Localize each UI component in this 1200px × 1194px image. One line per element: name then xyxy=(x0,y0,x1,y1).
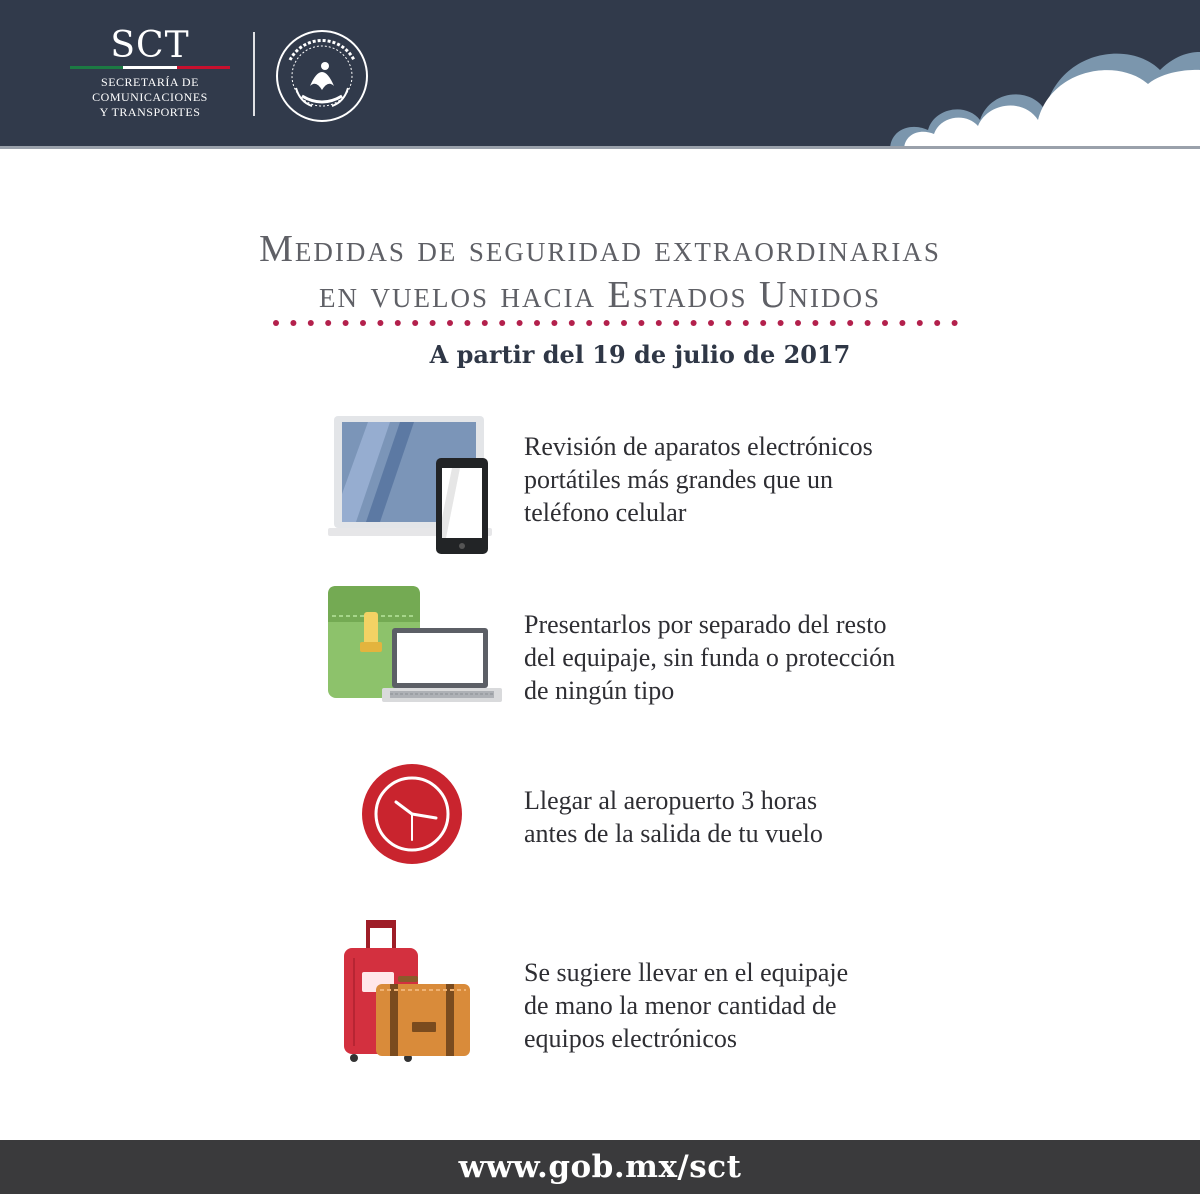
divider-dot xyxy=(395,320,401,326)
clock-icon xyxy=(320,762,500,868)
national-seal-icon xyxy=(272,28,372,124)
item-text xyxy=(524,608,994,707)
item-text-line-3: teléfono celular xyxy=(524,498,687,527)
item-text-line-1: Llegar al aeropuerto 3 horas xyxy=(524,786,818,815)
list-item xyxy=(320,584,1000,724)
divider-dot xyxy=(569,320,575,326)
title-line-1: Medidas de seguridad extraordinarias xyxy=(259,228,941,270)
bag-laptop-icon xyxy=(320,584,510,718)
divider-dot xyxy=(830,320,836,326)
divider-dot xyxy=(273,320,279,326)
clouds-decoration xyxy=(880,30,1200,146)
divider-dot xyxy=(482,320,488,326)
website-link[interactable]: www.gob.mx/sct xyxy=(458,1149,742,1185)
logo-divider xyxy=(253,32,255,116)
divider-dot xyxy=(934,320,940,326)
divider-dot xyxy=(778,320,784,326)
divider-dot xyxy=(708,320,714,326)
divider-dot xyxy=(743,320,749,326)
flag-color-bar xyxy=(70,66,230,69)
divider-dot xyxy=(899,320,905,326)
divider-dot xyxy=(464,320,470,326)
item-text xyxy=(524,784,994,850)
divider-dot xyxy=(377,320,383,326)
divider-dot xyxy=(499,320,505,326)
header-banner xyxy=(0,0,1200,146)
page-title xyxy=(100,226,1100,318)
divider-dot xyxy=(551,320,557,326)
divider-dot xyxy=(691,320,697,326)
divider-dot xyxy=(586,320,592,326)
item-text-line-3: equipos electrónicos xyxy=(524,1024,737,1053)
divider-dot xyxy=(621,320,627,326)
divider-dot xyxy=(673,320,679,326)
item-text-line-1: Presentarlos por separado del resto xyxy=(524,610,887,639)
sct-logo xyxy=(70,26,230,120)
list-item xyxy=(320,762,1000,868)
divider-dot xyxy=(952,320,958,326)
divider-dot xyxy=(604,320,610,326)
divider-dot xyxy=(760,320,766,326)
item-text-line-1: Revisión de aparatos electrónicos xyxy=(524,432,873,461)
item-text-line-3: de ningún tipo xyxy=(524,676,675,705)
divider-dot xyxy=(656,320,662,326)
divider-dot xyxy=(517,320,523,326)
header-divider-gap xyxy=(0,149,1200,152)
laptop-phone-icon xyxy=(320,414,500,556)
title-line-2: en vuelos hacia Estados Unidos xyxy=(319,274,881,316)
divider-dot xyxy=(534,320,540,326)
divider-dot xyxy=(847,320,853,326)
divider-dot xyxy=(308,320,314,326)
divider-dot xyxy=(360,320,366,326)
divider-dot xyxy=(882,320,888,326)
list-item xyxy=(320,918,1000,1064)
divider-dot xyxy=(343,320,349,326)
effective-date: A partir del 19 de julio de 2017 xyxy=(429,340,851,369)
logo-line-1: SECRETARÍA DE xyxy=(101,75,199,89)
dotted-divider xyxy=(272,318,962,328)
divider-dot xyxy=(412,320,418,326)
item-text xyxy=(524,430,994,529)
divider-dot xyxy=(325,320,331,326)
item-text-line-1: Se sugiere llevar en el equipaje xyxy=(524,958,849,987)
item-text-line-2: del equipaje, sin funda o protección xyxy=(524,643,896,672)
divider-dot xyxy=(725,320,731,326)
divider-dot xyxy=(917,320,923,326)
divider-dot xyxy=(430,320,436,326)
luggage-icon xyxy=(320,918,500,1064)
divider-dot xyxy=(795,320,801,326)
item-text xyxy=(524,956,994,1055)
footer-bar xyxy=(0,1140,1200,1194)
divider-dot xyxy=(447,320,453,326)
item-text-line-2: portátiles más grandes que un xyxy=(524,465,834,494)
logo-abbr: SCT xyxy=(110,25,190,66)
item-text-line-2: de mano la menor cantidad de xyxy=(524,991,837,1020)
divider-dot xyxy=(812,320,818,326)
divider-dot xyxy=(865,320,871,326)
divider-dot xyxy=(638,320,644,326)
logo-line-2: COMUNICACIONES xyxy=(92,90,208,104)
logo-line-3: Y TRANSPORTES xyxy=(99,105,201,119)
item-text-line-2: antes de la salida de tu vuelo xyxy=(524,819,823,848)
list-item xyxy=(320,414,1000,556)
divider-dot xyxy=(290,320,296,326)
